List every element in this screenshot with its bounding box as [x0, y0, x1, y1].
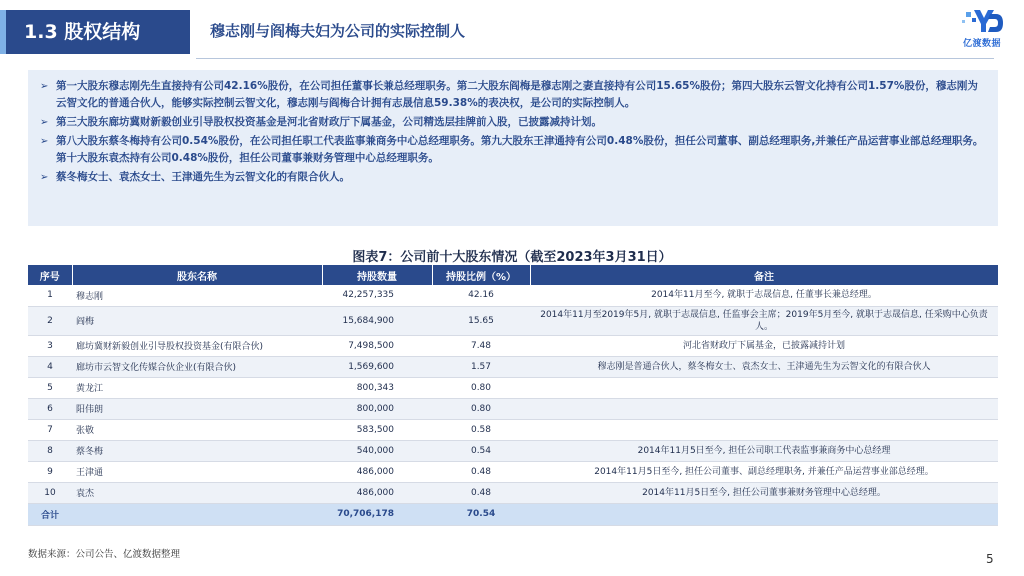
brand-logo — [958, 8, 1006, 52]
bullet-arrow-icon: ➢ — [40, 117, 49, 128]
table-title: 图表7：公司前十大股东情况（截至2023年3月31日） — [352, 250, 672, 265]
cell-ratio: 0.48 — [432, 482, 530, 503]
summary-point: ➢ 第一大股东穆志刚先生直接持有公司42.16%股份，在公司担任董事长兼总经理职务。第二大股东阎梅是穆志刚之妻直接持有公司15.65%股份；第四大股东云智文化持有公司1.57%股份，穆志刚为云智文化的普通合伙人，能够实际控制云智文化，穆志刚与阎梅合计拥有志晟信息59.38%的表决权，是公司的实际控制人。 — [40, 80, 978, 109]
cell-note — [530, 419, 998, 440]
table-header-row — [28, 265, 998, 285]
cell-ratio: 0.54 — [432, 440, 530, 461]
page-header — [0, 0, 1024, 62]
cell-note: 2014年11月5日至今, 担任公司职工代表监事兼商务中心总经理 — [530, 440, 998, 461]
total-qty: 70,706,178 — [322, 503, 432, 525]
table-row — [28, 461, 998, 482]
bullet-arrow-icon: ➢ — [40, 172, 49, 183]
cell-qty: 1,569,600 — [322, 356, 432, 377]
cell-no: 8 — [28, 440, 72, 461]
cell-qty: 583,500 — [322, 419, 432, 440]
page-number: 5 — [986, 552, 994, 566]
cell-qty: 486,000 — [322, 461, 432, 482]
cell-no: 5 — [28, 377, 72, 398]
cell-no: 1 — [28, 285, 72, 306]
total-label: 合计 — [28, 503, 72, 525]
cell-ratio: 0.58 — [432, 419, 530, 440]
table-row — [28, 482, 998, 503]
data-source: 数据来源：公司公告、亿渡数据整理 — [28, 549, 181, 560]
cell-ratio: 0.48 — [432, 461, 530, 482]
total-ratio: 70.54 — [432, 503, 530, 525]
logo-text: 亿渡数据 — [962, 39, 1001, 49]
cell-ratio: 1.57 — [432, 356, 530, 377]
summary-point: ➢ 第三大股东廊坊冀财新毅创业引导股权投资基金是河北省财政厅下属基金，公司精选层挂牌前入股，已披露减持计划。 — [40, 114, 988, 131]
total-row — [28, 503, 998, 525]
table-row — [28, 419, 998, 440]
header-divider — [196, 58, 994, 59]
cell-name: 廊坊市云智文化传媒合伙企业(有限合伙) — [72, 356, 322, 377]
cell-ratio: 42.16 — [432, 285, 530, 306]
column-header: 股东名称 — [72, 265, 322, 285]
table-row — [28, 377, 998, 398]
cell-note — [530, 503, 998, 525]
cell-qty: 800,000 — [322, 398, 432, 419]
cell-name: 阳伟朗 — [72, 398, 322, 419]
table-row — [28, 398, 998, 419]
slide-title: 穆志刚与阎梅夫妇为公司的实际控制人 — [210, 22, 466, 40]
table-row — [28, 335, 998, 356]
cell-note: 2014年11月至2019年5月, 就职于志晟信息, 任监事会主席；2019年5月至今, 就职于志晟信息, 任采购中心负责人。 — [530, 306, 998, 335]
cell-name: 黄龙江 — [72, 377, 322, 398]
cell-note: 穆志刚是普通合伙人，蔡冬梅女士、袁杰女士、王津通先生为云智文化的有限合伙人 — [530, 356, 998, 377]
cell-no: 3 — [28, 335, 72, 356]
summary-box — [28, 70, 998, 226]
cell-no: 2 — [28, 306, 72, 335]
cell-note: 2014年11月5日至今, 担任公司董事、副总经理职务, 并兼任产品运营事业部总经理。 — [530, 461, 998, 482]
cell-name: 张敬 — [72, 419, 322, 440]
bullet-arrow-icon: ➢ — [40, 81, 49, 92]
cell-name: 穆志刚 — [72, 285, 322, 306]
column-header: 持股比例（%） — [432, 265, 530, 285]
cell-qty: 7,498,500 — [322, 335, 432, 356]
summary-point: ➢ 蔡冬梅女士、袁杰女士、王津通先生为云智文化的有限合伙人。 — [40, 169, 988, 186]
section-tab-accent — [0, 10, 6, 54]
cell-qty: 15,684,900 — [322, 306, 432, 335]
cell-ratio: 7.48 — [432, 335, 530, 356]
table-row — [28, 306, 998, 335]
cell-note: 河北省财政厅下属基金，已披露减持计划 — [530, 335, 998, 356]
cell-note: 2014年11月5日至今, 担任公司董事兼财务管理中心总经理。 — [530, 482, 998, 503]
cell-name: 蔡冬梅 — [72, 440, 322, 461]
cell-note — [530, 398, 998, 419]
column-header: 序号 — [28, 265, 72, 285]
cell-no: 10 — [28, 482, 72, 503]
summary-point: ➢ 第八大股东蔡冬梅持有公司0.54%股份，在公司担任职工代表监事兼商务中心总经理职务。第九大股东王津通持有公司0.48%股份，担任公司董事、副总经理职务,并兼任产品运营事业部总经理职务。第十大股东袁杰持有公司0.48%股份，担任公司董事兼财务管理中心总经理职务。 — [40, 135, 984, 164]
cell-no: 4 — [28, 356, 72, 377]
cell-name: 王津通 — [72, 461, 322, 482]
cell-qty: 800,343 — [322, 377, 432, 398]
cell-ratio: 15.65 — [432, 306, 530, 335]
cell-name — [72, 503, 322, 525]
column-header: 备注 — [530, 265, 998, 285]
cell-ratio: 0.80 — [432, 398, 530, 419]
cell-qty: 486,000 — [322, 482, 432, 503]
column-header: 持股数量 — [322, 265, 432, 285]
bullet-arrow-icon: ➢ — [40, 136, 49, 147]
table-row — [28, 356, 998, 377]
cell-note — [530, 377, 998, 398]
cell-qty: 540,000 — [322, 440, 432, 461]
cell-no: 9 — [28, 461, 72, 482]
cell-name: 廊坊冀财新毅创业引导股权投资基金(有限合伙) — [72, 335, 322, 356]
cell-note: 2014年11月至今, 就职于志晟信息, 任董事长兼总经理。 — [530, 285, 998, 306]
cell-no: 7 — [28, 419, 72, 440]
table-row — [28, 285, 998, 306]
cell-qty: 42,257,335 — [322, 285, 432, 306]
shareholders-table — [28, 265, 999, 526]
section-tab — [0, 10, 190, 54]
section-title: 1.3 股权结构 — [24, 21, 141, 43]
logo-mark-icon — [960, 8, 1004, 34]
cell-no: 6 — [28, 398, 72, 419]
table-row — [28, 440, 998, 461]
cell-name: 袁杰 — [72, 482, 322, 503]
cell-name: 阎梅 — [72, 306, 322, 335]
cell-ratio: 0.80 — [432, 377, 530, 398]
